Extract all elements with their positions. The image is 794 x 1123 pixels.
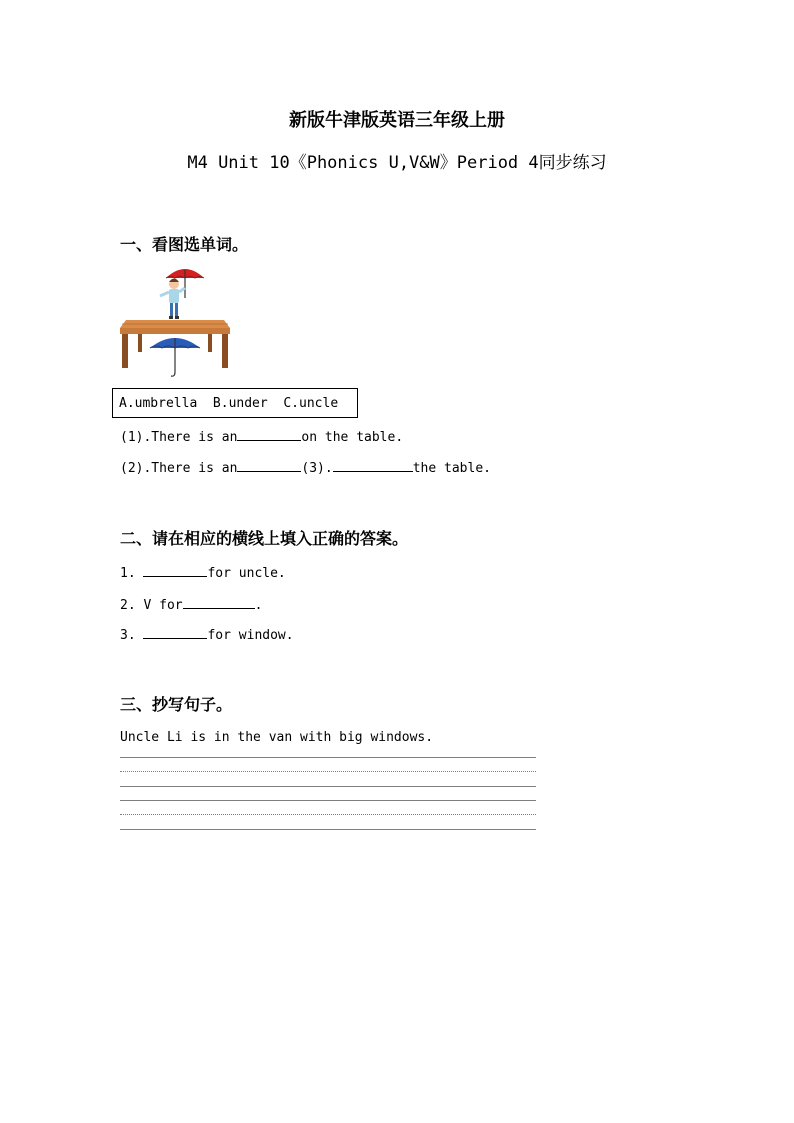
question-2-prefix: (2).There is an: [120, 461, 238, 476]
question-2: [120, 459, 491, 476]
fill-item-3: [120, 626, 294, 643]
answer-blank-3[interactable]: [333, 459, 413, 472]
question-3-suffix: the table.: [412, 461, 491, 476]
boy-icon: [160, 279, 185, 320]
umbrella-table-illustration: [118, 262, 230, 380]
handwriting-guide: [120, 814, 536, 815]
blue-umbrella-icon: [150, 338, 200, 376]
fill-item-1-number: 1.: [120, 566, 136, 581]
fill-blank-3[interactable]: [143, 626, 207, 639]
section1-heading: 一、看图选单词。: [120, 235, 249, 254]
question-1: [120, 428, 403, 445]
handwriting-line: [120, 829, 536, 830]
question-1-suffix: on the table.: [301, 430, 404, 445]
worksheet-subtitle: M4 Unit 10《Phonics U,V&W》Period 4同步练习: [187, 153, 607, 173]
handwriting-guide: [120, 771, 536, 772]
question-1-prefix: (1).There is an: [120, 430, 238, 445]
fill-item-1: [120, 564, 286, 581]
answer-blank-2[interactable]: [237, 459, 301, 472]
worksheet-title: 新版牛津版英语三年级上册: [289, 110, 505, 131]
section3-heading: 三、抄写句子。: [120, 695, 233, 714]
fill-item-3-suffix: for window.: [207, 628, 294, 643]
fill-item-2-suffix: .: [254, 598, 263, 613]
fill-blank-1[interactable]: [143, 564, 207, 577]
fill-item-2: [120, 596, 262, 613]
fill-item-2-prefix: 2. V for: [120, 598, 183, 613]
handwriting-line: [120, 757, 536, 758]
question-3-label: (3).: [301, 461, 333, 476]
answer-blank-1[interactable]: [237, 428, 301, 441]
fill-item-1-suffix: for uncle.: [207, 566, 286, 581]
handwriting-line: [120, 786, 536, 787]
word-options-box: A.umbrella B.under C.uncle: [112, 388, 358, 418]
section2-heading: 二、请在相应的横线上填入正确的答案。: [120, 529, 409, 548]
fill-item-3-number: 3.: [120, 628, 136, 643]
handwriting-line: [120, 800, 536, 801]
copy-sentence: Uncle Li is in the van with big windows.: [120, 730, 434, 745]
fill-blank-2[interactable]: [183, 596, 255, 609]
